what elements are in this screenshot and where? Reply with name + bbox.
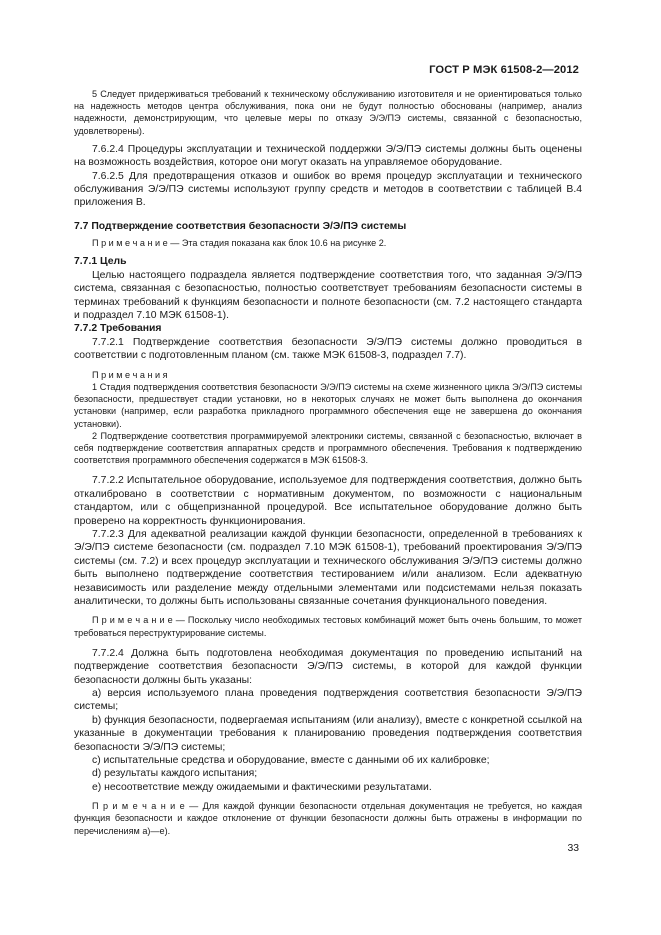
document-header: ГОСТ Р МЭК 61508-2—2012 xyxy=(429,64,579,76)
paragraph-7-7-2-3: 7.7.2.3 Для адекватной реализации каждой функции безопасности, определенной в требованиях к Э/Э/ПЭ системе безопасности (см. подраздел 7.10 МЭК 61508-1), требований проектирования Э/Э/ПЭ системы (см. 7.2) и всех процедур эксплуатации и технического обслуживания Э/Э/ПЭ системы должно быть выполнено подтверждение соответствия тестированием и/или анализом. Если адекватную независимость или разделение между отдельными элементами или подсистемами нельзя показать аналитически, то должны быть использованы связанные сочетания функционального поведения. xyxy=(74,528,582,607)
note-text: — Поскольку число необходимых тестовых комбинаций может быть очень большим, то может требоваться переструктурирование системы. xyxy=(74,615,582,638)
list-item-c: c) испытательные средства и оборудование, вместе с данными об их калибровке; xyxy=(92,755,490,767)
note-7-7-2-4 xyxy=(74,800,582,837)
note-label: П р и м е ч а н и е xyxy=(92,238,168,249)
paragraph-7-7-2-1: 7.7.2.1 Подтверждение соответствия безопасности Э/Э/ПЭ системы должно проводиться в соответствии с подготовленным планом (см. также МЭК 61508-3, подраздел 7.7). xyxy=(74,336,582,362)
page-number: 33 xyxy=(567,843,579,854)
list-item-d: d) результаты каждого испытания; xyxy=(92,768,258,780)
note-5: 5 Следует придерживаться требований к техническому обслуживанию изготовителя и не ориентироваться только на надежность методов центра обслуживания, пока они не будут полностью обоснованы (например, анализ надежности, демонстрирующим, что целевые меры по отказу Э/Э/ПЭ системы, связанной с безопасностью, удовлетворены). xyxy=(74,89,582,136)
list-item-e: е) несоответствие между ожидаемыми и фактическими результатами. xyxy=(92,781,432,793)
note-text: — Для каждой функции безопасности отдельная документация не требуется, но каждая функция безопасности и каждое отклонение от функции безопасности должны быть отражены в информации по перечислениям а)—е). xyxy=(74,801,582,836)
note-label: П р и м е ч а н и е xyxy=(92,801,185,812)
list-item-b: b) функция безопасности, подвергаемая испытаниям (или анализу), вместе с конкретной ссылкой на указанные в документации требования к планированию проведения подтверждения соответствия безопасности Э/Э/ПЭ системы; xyxy=(74,714,582,753)
paragraph-7-7-1: Целью настоящего подраздела является подтверждение соответствия того, что заданная Э/Э/ПЭ система, связанная с безопасностью, полностью соответствует требованиям безопасности системы в терминах требований к функциям безопасности и полноте безопасности (см. 7.2 настоящего стандарта и подраздел 7.10 МЭК 61508-1). xyxy=(74,269,582,322)
notes-label: П р и м е ч а н и я xyxy=(92,369,168,380)
note-2: 2 Подтверждение соответствия программируемой электроники системы, связанной с безопасностью, включает в себя подтверждение соответствия аппаратных средств и программного обеспечения. Требования к подтверждению соответствия программного обеспечения содержатся в МЭК 61508-3. xyxy=(74,430,582,466)
paragraph-7-7-2-2: 7.7.2.2 Испытательное оборудование, используемое для подтверждения соответствия, должно быть откалибровано в соответствии с нормативным документом, по возможности с национальным стандартом, или с общепризнанной процедурой. Все испытательное оборудование должно быть проверено на корректность функционирования. xyxy=(74,475,582,527)
note-label: П р и м е ч а н и е xyxy=(92,615,173,626)
note-7-7-2-3 xyxy=(74,614,582,638)
section-heading-7-7: 7.7 Подтверждение соответствия безопасности Э/Э/ПЭ системы xyxy=(74,220,407,232)
page-body xyxy=(74,88,582,837)
subsection-heading-7-7-2: 7.7.2 Требования xyxy=(74,323,162,335)
note-7-7 xyxy=(74,237,582,249)
note-1: 1 Стадия подтверждения соответствия безопасности Э/Э/ПЭ системы на схеме жизненного цикла Э/Э/ПЭ системы безопасности, предшествует стадии установки, но в некоторых случаях не может быть выполнена до окончания установки (например, если разработка прикладного программного обеспечения еще не завершена до окончания установки). xyxy=(74,381,582,429)
note-text: — Эта стадия показана как блок 10.6 на рисунке 2. xyxy=(167,238,387,249)
paragraph-7-6-2-4: 7.6.2.4 Процедуры эксплуатации и технической поддержки Э/Э/ПЭ системы должны быть оценены на возможность воздействия, которое они могут оказать на управляемое оборудование. xyxy=(74,143,582,169)
list-item-a: а) версия используемого плана проведения подтверждения соответствия безопасности Э/Э/ПЭ системы; xyxy=(74,688,582,713)
paragraph-7-6-2-5: 7.6.2.5 Для предотвращения отказов и ошибок во время процедур эксплуатации и технического обслуживания Э/Э/ПЭ системы используют группу средств и методов в соответствии с таблицей В.4 приложения В. xyxy=(74,170,582,209)
paragraph-7-7-2-4: 7.7.2.4 Должна быть подготовлена необходимая документация по проведению испытаний на подтверждение соответствия безопасности Э/Э/ПЭ системы, в которой для каждой функции безопасности должны быть указаны: xyxy=(74,647,582,686)
subsection-heading-7-7-1: 7.7.1 Цель xyxy=(74,256,127,268)
